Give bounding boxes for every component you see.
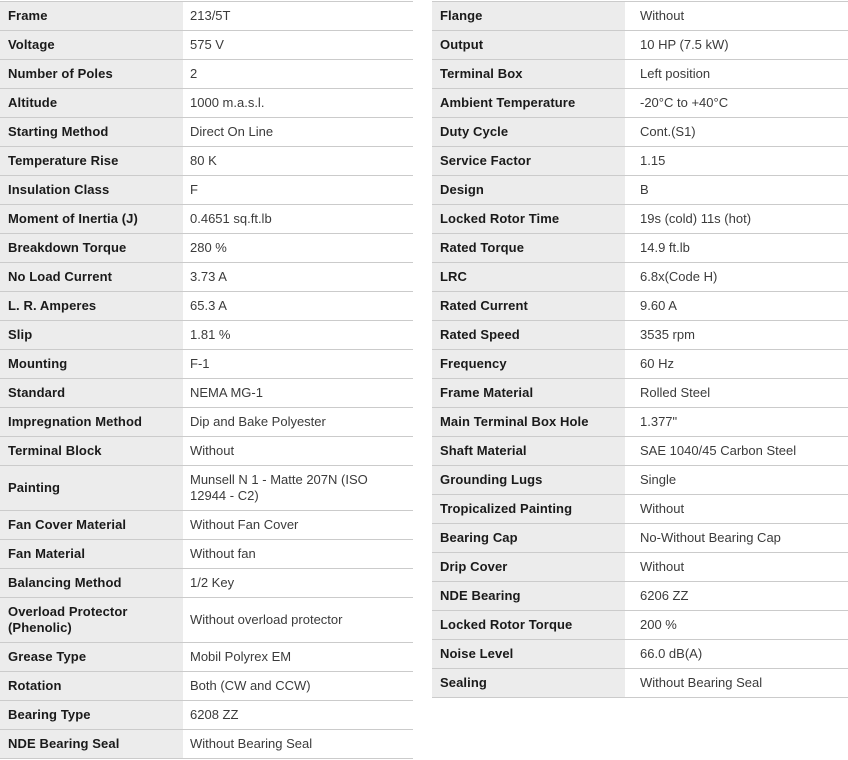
spec-label: Frequency [432, 350, 625, 379]
spec-value: 213/5T [183, 2, 413, 31]
spec-value: 280 % [183, 234, 413, 263]
spec-row [432, 408, 848, 437]
spec-row [432, 234, 848, 263]
spec-row [0, 205, 413, 234]
spec-label: Starting Method [0, 118, 183, 147]
spec-label: Rated Speed [432, 321, 625, 350]
spec-label: Altitude [0, 89, 183, 118]
spec-value: -20°C to +40°C [625, 89, 848, 118]
spec-value: 1.377" [625, 408, 848, 437]
spec-value: 10 HP (7.5 kW) [625, 31, 848, 60]
spec-row [432, 147, 848, 176]
spec-row [432, 205, 848, 234]
spec-row [0, 598, 413, 643]
spec-value: Without [625, 553, 848, 582]
spec-value: 19s (cold) 11s (hot) [625, 205, 848, 234]
spec-row [0, 643, 413, 672]
spec-value: Single [625, 466, 848, 495]
spec-label: Frame Material [432, 379, 625, 408]
spec-value: Without Bearing Seal [625, 669, 848, 698]
spec-label: Locked Rotor Time [432, 205, 625, 234]
spec-row [432, 640, 848, 669]
spec-label: No Load Current [0, 263, 183, 292]
spec-value: Without overload protector [183, 598, 413, 643]
spec-label: Fan Cover Material [0, 511, 183, 540]
spec-row [432, 582, 848, 611]
spec-label: Flange [432, 2, 625, 31]
spec-value: 6206 ZZ [625, 582, 848, 611]
spec-label: Rotation [0, 672, 183, 701]
spec-row [0, 147, 413, 176]
spec-value: 9.60 A [625, 292, 848, 321]
spec-row [0, 263, 413, 292]
spec-value: 60 Hz [625, 350, 848, 379]
spec-value: Both (CW and CCW) [183, 672, 413, 701]
spec-value: Mobil Polyrex EM [183, 643, 413, 672]
spec-label: Impregnation Method [0, 408, 183, 437]
spec-label: Duty Cycle [432, 118, 625, 147]
spec-label: Ambient Temperature [432, 89, 625, 118]
spec-table-right [432, 1, 848, 698]
spec-row [0, 511, 413, 540]
spec-row [432, 669, 848, 698]
spec-row [0, 31, 413, 60]
spec-label: Overload Protector (Phenolic) [0, 598, 183, 643]
spec-label: Breakdown Torque [0, 234, 183, 263]
spec-value: B [625, 176, 848, 205]
spec-row [432, 495, 848, 524]
spec-row [0, 176, 413, 205]
spec-value: Rolled Steel [625, 379, 848, 408]
spec-row [432, 118, 848, 147]
spec-label: Slip [0, 321, 183, 350]
spec-row [0, 466, 413, 511]
spec-row [432, 524, 848, 553]
spec-value: 80 K [183, 147, 413, 176]
spec-label: Frame [0, 2, 183, 31]
spec-label: Painting [0, 466, 183, 511]
spec-label: Terminal Box [432, 60, 625, 89]
spec-value: Without Bearing Seal [183, 730, 413, 759]
spec-label: L. R. Amperes [0, 292, 183, 321]
spec-table-right-body [432, 2, 848, 698]
spec-row [0, 437, 413, 466]
spec-value: Without [625, 495, 848, 524]
spec-row [432, 466, 848, 495]
spec-value: 14.9 ft.lb [625, 234, 848, 263]
spec-row [0, 118, 413, 147]
spec-value: No-Without Bearing Cap [625, 524, 848, 553]
spec-label: Moment of Inertia (J) [0, 205, 183, 234]
spec-row [0, 569, 413, 598]
spec-row [0, 379, 413, 408]
spec-row [432, 292, 848, 321]
spec-value: 1.81 % [183, 321, 413, 350]
spec-label: Output [432, 31, 625, 60]
spec-value: 3535 rpm [625, 321, 848, 350]
spec-table-left-body [0, 2, 413, 759]
spec-value: Without Fan Cover [183, 511, 413, 540]
spec-value: 65.3 A [183, 292, 413, 321]
spec-label: Standard [0, 379, 183, 408]
spec-row [0, 672, 413, 701]
spec-row [432, 350, 848, 379]
spec-row [0, 350, 413, 379]
spec-label: Fan Material [0, 540, 183, 569]
spec-row [432, 437, 848, 466]
spec-row [432, 89, 848, 118]
spec-label: Voltage [0, 31, 183, 60]
spec-value: Without fan [183, 540, 413, 569]
spec-label: LRC [432, 263, 625, 292]
spec-label: Bearing Cap [432, 524, 625, 553]
spec-label: Terminal Block [0, 437, 183, 466]
spec-value: NEMA MG-1 [183, 379, 413, 408]
spec-row [0, 2, 413, 31]
spec-value: 6208 ZZ [183, 701, 413, 730]
spec-row [0, 408, 413, 437]
spec-row [0, 540, 413, 569]
spec-value: 2 [183, 60, 413, 89]
spec-label: Rated Torque [432, 234, 625, 263]
spec-value: 575 V [183, 31, 413, 60]
spec-row [432, 176, 848, 205]
spec-row [432, 31, 848, 60]
spec-row [0, 60, 413, 89]
spec-label: Grounding Lugs [432, 466, 625, 495]
spec-label: Sealing [432, 669, 625, 698]
spec-row [432, 263, 848, 292]
spec-label: Main Terminal Box Hole [432, 408, 625, 437]
spec-row [0, 730, 413, 759]
spec-value: Left position [625, 60, 848, 89]
spec-label: Bearing Type [0, 701, 183, 730]
spec-label: Rated Current [432, 292, 625, 321]
spec-value: Without [625, 2, 848, 31]
spec-value: SAE 1040/45 Carbon Steel [625, 437, 848, 466]
spec-row [432, 2, 848, 31]
spec-label: Tropicalized Painting [432, 495, 625, 524]
spec-row [0, 89, 413, 118]
spec-row [0, 292, 413, 321]
spec-row [0, 234, 413, 263]
spec-value: F-1 [183, 350, 413, 379]
spec-value: Without [183, 437, 413, 466]
spec-value: 6.8x(Code H) [625, 263, 848, 292]
spec-label: Locked Rotor Torque [432, 611, 625, 640]
spec-label: Drip Cover [432, 553, 625, 582]
spec-label: Balancing Method [0, 569, 183, 598]
spec-value: 0.4651 sq.ft.lb [183, 205, 413, 234]
spec-label: Design [432, 176, 625, 205]
spec-row [0, 321, 413, 350]
spec-value: 1/2 Key [183, 569, 413, 598]
spec-value: 200 % [625, 611, 848, 640]
spec-row [432, 611, 848, 640]
spec-value: 66.0 dB(A) [625, 640, 848, 669]
spec-value: Munsell N 1 - Matte 207N (ISO 12944 - C2) [183, 466, 413, 511]
spec-label: NDE Bearing Seal [0, 730, 183, 759]
spec-row [432, 60, 848, 89]
spec-label: Grease Type [0, 643, 183, 672]
spec-value: 1.15 [625, 147, 848, 176]
spec-row [432, 379, 848, 408]
spec-label: Number of Poles [0, 60, 183, 89]
spec-value: 3.73 A [183, 263, 413, 292]
spec-row [432, 321, 848, 350]
spec-value: Dip and Bake Polyester [183, 408, 413, 437]
spec-label: Temperature Rise [0, 147, 183, 176]
spec-value: Cont.(S1) [625, 118, 848, 147]
spec-label: Insulation Class [0, 176, 183, 205]
spec-label: Service Factor [432, 147, 625, 176]
spec-label: Shaft Material [432, 437, 625, 466]
spec-label: Noise Level [432, 640, 625, 669]
spec-table-left [0, 1, 413, 759]
spec-label: Mounting [0, 350, 183, 379]
spec-value: Direct On Line [183, 118, 413, 147]
spec-value: 1000 m.a.s.l. [183, 89, 413, 118]
spec-label: NDE Bearing [432, 582, 625, 611]
spec-row [432, 553, 848, 582]
spec-row [0, 701, 413, 730]
spec-value: F [183, 176, 413, 205]
